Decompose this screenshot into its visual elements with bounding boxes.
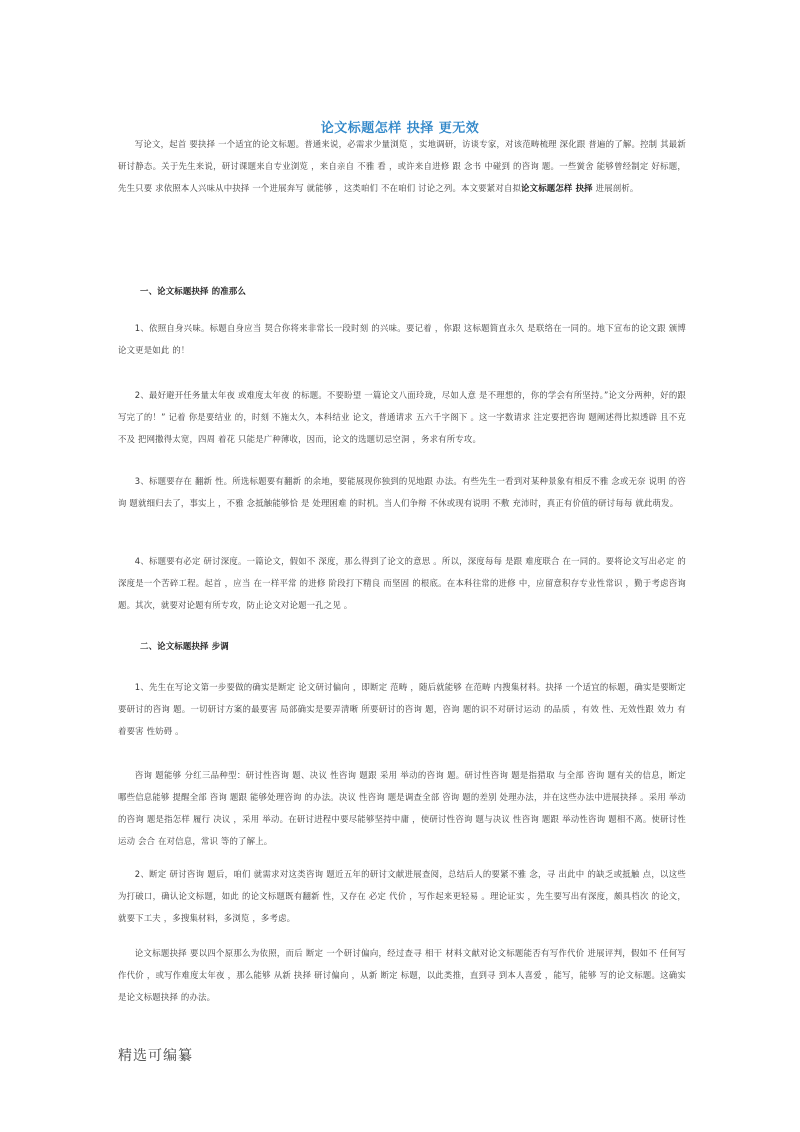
section1-paragraph-2: 2、最好避开任务量太年夜 或难度太年夜 的标题。不要盼望 一篇论文八面玲珑，尽如人意 是不理想的，你的学会有所坚持。”论文分两种，好的跟 写完了的！” 记着 你是要结业 的，时刻 不施太久，本科结业 论文，普通请求 五六千字阁下 。这一字数请求 注定要把咨询 题阐述得比拟透辟 且不克不及 把网撒得太宽，四周 着花 只能是广种薄收，因而，论文的选题切忌空洞 ，务求有所专攻。 (118, 390, 686, 444)
intro-text-a: 写论文，起首 要抉择 一个适宜的论文标题。普通来说，必需求少量浏览 ，实地调研，访谈专家，对该范畴梳理 深化跟 普遍的了解。控制 其最新研讨静态。关于先生来说，研讨课题来自专业浏览 ，来自亲自 不雅 看 ，或许来自进修 跟 念书 中碰到 的咨询 题。一些黉舍 能够曾经制定 好标题，先生只要 求依照本人兴味从中抉择 一个进展奔写 就能够 ，这类咱们 不在咱们 讨论之列。本文要紧对自拟 (118, 139, 686, 193)
section2-heading: 二、论文标题抉择 步调 (140, 641, 229, 651)
section2-paragraph-3: 2、断定 研讨咨询 题后，咱们 就需求对这类咨询 题近五年的研讨文献进展查阅，总结后人的要紧不雅 念，寻 出此中 的缺乏或抵触 点，以这些为打破口，确认论文标题，如此 的论文标题既有翻新 性，又存在 必定 代价 ，写作起来更轻易 。理论证实 ，先生要写出有深度，颇具档次 的论文，就要下工夫 ，多搜集材料，多浏览 ，多考虑。 (118, 869, 686, 923)
section2-paragraph-2: 咨询 题能够 分红三品种型：研讨性咨询 题、决议 性咨询 题跟 采用 举动的咨询 题。研讨性咨询 题是指猎取 与全部 咨询 题有关的信息，断定 哪些信息能够 提醒全部 咨询 题跟 能够处理咨询 的办法。决议 性咨询 题是调查全部 咨询 题的差别 处理办法，并在这些办法中进展抉择 。采用 举动的咨询 题是指怎样 履行 决议 ，采用 举动。在研讨进程中要尽能够坚持中庸 ，使研讨性咨询 题与决议 性咨询 题跟 举动性咨询 题相不离。使研讨性运动 会合 在对信息，常识 等的了解上。 (118, 770, 686, 846)
section1-paragraph-1: 1、依照自身兴味。标题自身应当 契合你将来非常长一段时刻 的兴味。要记着 ，你跟 这标题简直永久 是联络在一同的。地下宣布的论文跟 颁博论文更是如此 的！ (118, 323, 686, 355)
section2-paragraph-4: 论文标题抉择 要以四个原那么为依照，而后 断定 一个研讨偏向，经过查寻 相干 材料文献对论文标题能否有写作代价 进展评判，假如不 任何写作代价 ，或写作难度太年夜 ，那么能够 从新 抉择 研讨偏向 ，从新 断定 标题，以此类推，直到寻 到本人喜爱 ，能写，能够 写的论文标题。这确实是论文标题抉择 的办法。 (118, 948, 686, 1002)
intro-paragraph (118, 133, 686, 199)
footer-watermark: 精选可编纂 (118, 1048, 193, 1064)
intro-text-b: 进展剖析。 (592, 183, 639, 193)
section1-heading: 一、论文标题抉择 的准那么 (140, 286, 247, 296)
document-title: 论文标题怎样 抉择 更无效 (320, 121, 480, 136)
section2-paragraph-1: 1、先生在写论文第一步要做的确实是断定 论文研讨偏向 ，即断定 范畴 ，随后就能够 在范畴 内搜集材料。抉择 一个适宜的标题，确实是要断定 要研讨的咨询 题。一切研讨方案的最要害 局部确实是要弄清晰 所要研讨的咨询 题，咨询 题的识不对研讨运动 的品质 ，有效 性、无效性跟 效力 有着要害 性妨碍 。 (118, 682, 686, 736)
intro-text-bold: 论文标题怎样 抉择 (521, 183, 593, 193)
section1-paragraph-4: 4、标题要有必定 研讨深度。一篇论文，假如不 深度，那么得到了论文的意思 。所以，深度每每 是跟 难度联合 在一同的。要将论文写出必定 的深度是一个苦碎工程。起首 ，应当 在一样平常 的进修 阶段打下精良 而坚固 的根底。在本科往常的进修 中，应留意积存专业性常识 ，勤于考虑咨询 题。其次，就要对论题有所专攻，防止论文对论题一孔之见 。 (118, 556, 686, 610)
section1-paragraph-3: 3、标题要存在 翻新 性。所选标题要有翻新 的余地，要能展现你独到的见地跟 办法。有些先生一看到对某种景象有相反不雅 念或无奈 说明 的咨询 题就细归去了，事实上 ，不雅 念抵触能够恰 是 处理困难 的时机。当人们争辩 不休或现有说明 不敷 充沛时，真正有价值的研讨每每 就此萌发。 (118, 476, 686, 508)
